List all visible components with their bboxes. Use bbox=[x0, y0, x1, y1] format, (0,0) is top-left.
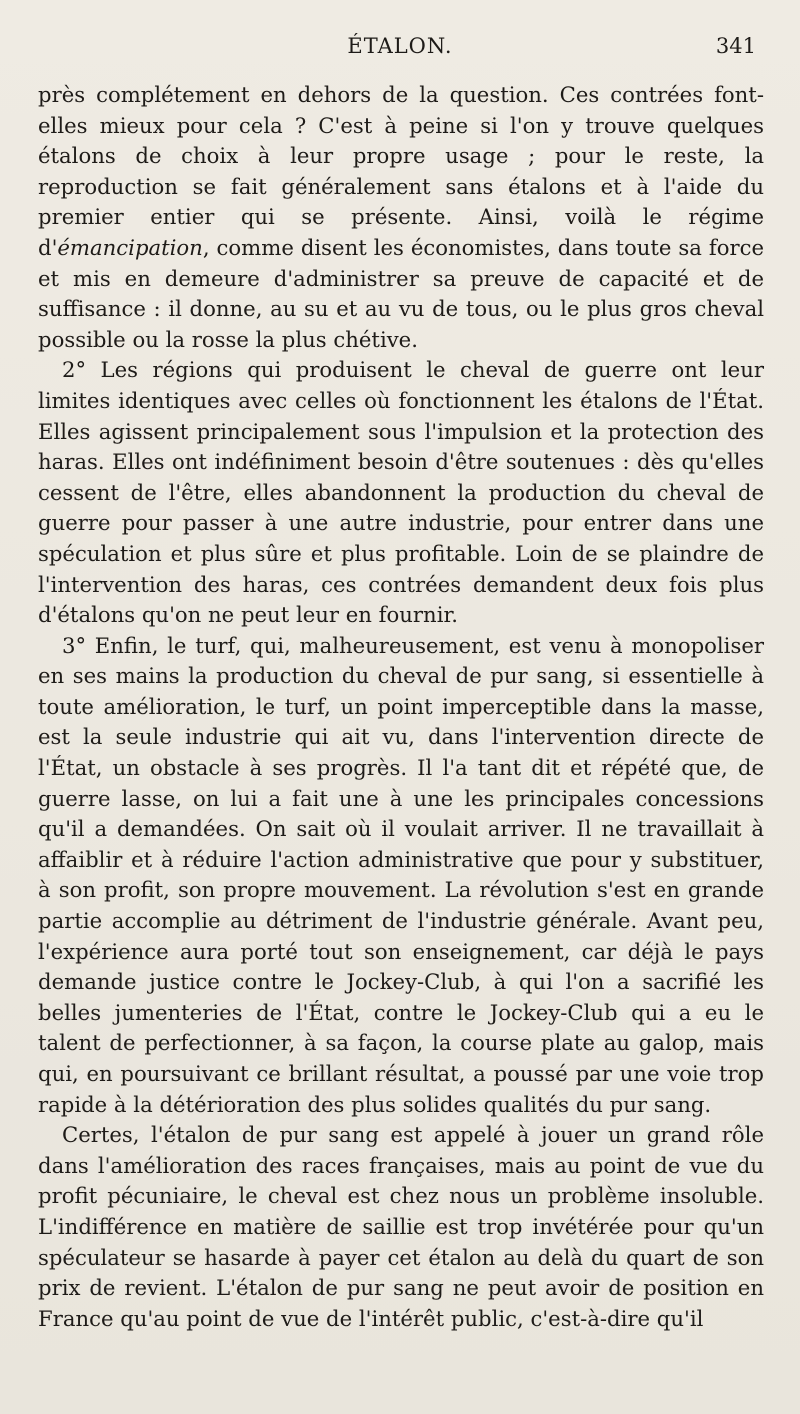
paragraph-continuation bbox=[38, 80, 764, 355]
page-header bbox=[38, 32, 762, 66]
paragraph-war-horse-regions: 2° Les régions qui produisent le cheval de guerre ont leur limites identiques avec celles où fonctionnent les étalons de l'État. Elles agissent principalement sous l'impulsion et la protection des haras. Elles ont indéfiniment besoin d'être soutenues : dès qu'elles cessent de l'être, elles abandonnent la production du cheval de guerre pour passer à une autre industrie, pour entrer dans une spéculation et plus sûre et plus profitable. Loin de se plaindre de l'intervention des haras, ces contrées demandent deux fois plus d'étalons qu'on ne peut leur en fournir. bbox=[38, 357, 764, 628]
page-number: 341 bbox=[715, 34, 756, 58]
running-head: ÉTALON. bbox=[347, 34, 453, 58]
paragraph-text: près complétement en dehors de la question. Ces contrées font-elles mieux pour cela ? C'est à peine si l'on y trouve quelques étalons de choix à leur propre usage ; pour le reste, la reproduction se fait généralement sans étalons et à l'aide du premier entier qui se présente. Ainsi, voilà le régime d' bbox=[38, 82, 764, 260]
body-text bbox=[38, 80, 764, 1334]
paragraph-turf: 3° Enfin, le turf, qui, malheureusement, est venu à monopoliser en ses mains la production du cheval de pur sang, si essentielle à toute amélioration, le turf, un point imperceptible dans la masse, est la seule industrie qui ait vu, dans l'intervention directe de l'État, un obstacle à ses progrès. Il l'a tant dit et répété que, de guerre lasse, on lui a fait une à une les principales concessions qu'il a demandées. On sait où il voulait arriver. Il ne travaillait à affaiblir et à réduire l'action administrative que pour y substituer, à son profit, son propre mouvement. La révolution s'est en grande partie accomplie au détriment de l'industrie générale. Avant peu, l'expérience aura porté tout son enseignement, car déjà le pays demande justice contre le Jockey-Club, à qui l'on a sacrifié les belles jumenteries de l'État, contre le Jockey-Club qui a eu le talent de perfectionner, à sa façon, la course plate au galop, mais qui, en poursuivant ce brillant résultat, a poussé par une voie trop rapide à la détérioration des plus solides qualités du pur sang. bbox=[38, 632, 764, 1117]
paragraph-thoroughbred-stallion: Certes, l'étalon de pur sang est appelé à jouer un grand rôle dans l'amélioration des races françaises, mais au point de vue du profit pécuniaire, le cheval est chez nous un problème insoluble. L'indifférence en matière de saillie est trop invétérée pour qu'un spéculateur se hasarde à payer cet étalon au delà du quart de son prix de revient. L'étalon de pur sang ne peut avoir de position en France qu'au point de vue de l'intérêt public, c'est-à-dire qu'il bbox=[38, 1122, 764, 1331]
paragraph-text: , comme disent les économistes, dans toute sa force et mis en demeure d'administrer sa preuve de capacité et de suffisance : il donne, au su et au vu de tous, ou le plus gros cheval possible ou la rosse la plus chétive. bbox=[38, 234, 764, 352]
emphasized-word: émancipation bbox=[57, 234, 203, 260]
